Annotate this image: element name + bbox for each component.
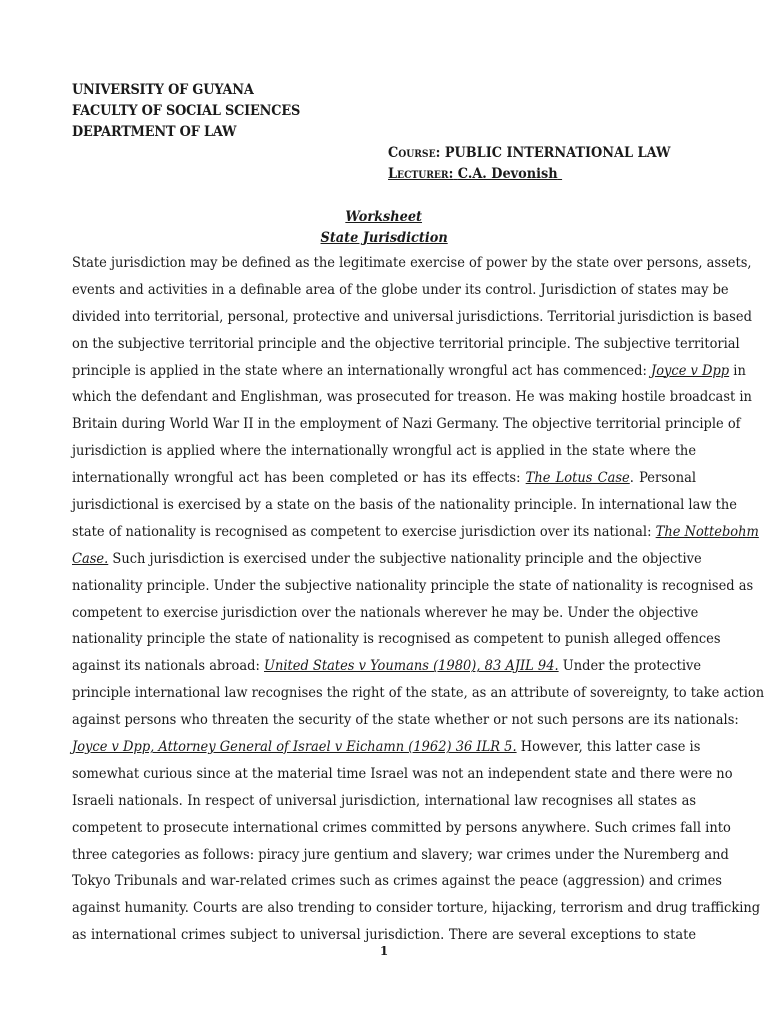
- body-text-run: in: [729, 362, 746, 379]
- body-text-run: Britain during World War II in the employment of Nazi Germany. The objective territorial principle of: [72, 416, 741, 433]
- course-name: PUBLIC INTERNATIONAL LAW: [444, 145, 671, 161]
- body-text-run: Tokyo Tribunals and war-related crimes such as crimes against the peace (aggression) and crimes: [72, 873, 722, 890]
- lecturer-line: [388, 164, 670, 185]
- body-line: [72, 788, 696, 815]
- body-text-run: . Personal: [629, 470, 697, 487]
- department-name: DEPARTMENT OF LAW: [72, 124, 237, 140]
- case-citation: The Lotus Case: [525, 470, 630, 487]
- body-text-run: competent to exercise jurisdiction over the nationals wherever he may be. Under the objective: [72, 604, 699, 621]
- body-line: [72, 653, 702, 680]
- body-text-run: against humanity. Courts are also trending to consider torture, hijacking, terrorism and drug trafficking: [72, 900, 761, 917]
- body-text-run: However, this latter case is: [516, 739, 701, 756]
- course-label: Course:: [388, 145, 441, 161]
- body-text-run: three categories as follows: piracy jure gentium and slavery; war crimes under the Nuremberg and: [72, 846, 729, 863]
- body-text-run: nationality principle. Under the subjective nationality principle the state of nationality is recognised as: [72, 577, 754, 594]
- document-titles: [0, 207, 768, 249]
- body-text-run: jurisdiction is applied where the internationally wrongful act is applied in the state where the: [72, 443, 697, 460]
- body-line: [72, 384, 752, 411]
- body-text-run: principle international law recognises the right of the state, as an attribute of sovereignty, to take action: [72, 685, 765, 702]
- university-name: UNIVERSITY OF GUYANA: [72, 82, 254, 98]
- body-text-run: jurisdictional is exercised by a state on the basis of the nationality principle. In international law the: [72, 497, 737, 514]
- case-citation: Joyce v Dpp: [650, 362, 730, 379]
- body-line: [72, 734, 701, 761]
- body-text-run: Such jurisdiction is exercised under the subjective nationality principle and the objective: [108, 550, 702, 567]
- body-text-run: events and activities in a definable area of the globe under its control. Jurisdiction of states may be: [72, 281, 729, 298]
- body-text-run: as international crimes subject to universal jurisdiction. There are several exceptions to state: [72, 927, 697, 944]
- case-citation: The Nottebohm: [655, 523, 759, 540]
- body-line: [72, 868, 722, 895]
- body-text-run: against persons who threaten the security of the state whether or not such persons are its nationals:: [72, 712, 739, 729]
- institution-header: [72, 80, 300, 143]
- course-info: [388, 143, 670, 185]
- body-line: [72, 465, 696, 492]
- body-line: [72, 492, 737, 519]
- topic-title: State Jurisdiction: [320, 230, 448, 246]
- body-line: [72, 761, 733, 788]
- body-text-run: somewhat curious since at the material time Israel was not an independent state and there were no: [72, 765, 733, 782]
- body-line: [72, 411, 741, 438]
- body-line: [72, 600, 699, 627]
- body-text-run: State jurisdiction may be defined as the legitimate exercise of power by the state over persons, assets,: [72, 255, 752, 271]
- worksheet-title: Worksheet: [345, 209, 423, 225]
- page-number: 1: [379, 944, 389, 958]
- body-line: [72, 626, 721, 653]
- body-text-run: Under the protective: [558, 658, 702, 675]
- body-text-run: nationality principle the state of nationality is recognised as competent to punish alleged offences: [72, 631, 721, 648]
- body-paragraph: [72, 250, 765, 949]
- case-citation: Case.: [72, 550, 109, 567]
- body-text-run: internationally wrongful act has been completed or has its effects:: [72, 470, 526, 487]
- body-text-run: competent to prosecute international crimes committed by persons anywhere. Such crimes fall into: [72, 819, 731, 836]
- faculty-name: FACULTY OF SOCIAL SCIENCES: [72, 103, 301, 119]
- body-text-run: which the defendant and Englishman, was prosecuted for treason. He was making hostile broadcast in: [72, 389, 752, 406]
- body-line: [72, 277, 729, 304]
- body-line: [72, 707, 739, 734]
- case-citation: United States v Youmans (1980), 83 AJIL 94.: [263, 658, 559, 675]
- body-line: [72, 842, 729, 869]
- body-line: [72, 546, 702, 573]
- body-text-run: on the subjective territorial principle and the objective territorial principle. The subjective territorial: [72, 335, 740, 352]
- body-line: [72, 573, 754, 600]
- course-line: [388, 143, 670, 164]
- body-line: [72, 358, 746, 385]
- body-line: [72, 895, 761, 922]
- body-line: [72, 331, 740, 358]
- body-text-run: principle is applied in the state where an internationally wrongful act has commenced:: [72, 362, 651, 379]
- lecturer-label: Lecturer:: [388, 166, 454, 182]
- body-text-run: Israeli nationals. In respect of universal jurisdiction, international law recognises all states as: [72, 792, 697, 809]
- body-line: [72, 438, 696, 465]
- body-line: [72, 815, 731, 842]
- body-text-run: divided into territorial, personal, protective and universal jurisdictions. Territorial jurisdiction is based: [72, 308, 752, 325]
- body-line: [72, 680, 765, 707]
- lecturer-name: C.A. Devonish: [457, 166, 558, 182]
- body-text-run: against its nationals abroad:: [72, 658, 264, 675]
- body-text-run: state of nationality is recognised as competent to exercise jurisdiction over its national:: [72, 523, 656, 540]
- body-line: [72, 304, 752, 331]
- case-citation: Joyce v Dpp, Attorney General of Israel v Eichamn (1962) 36 ILR 5.: [72, 739, 517, 756]
- body-line: [72, 519, 759, 546]
- body-line: [72, 250, 752, 277]
